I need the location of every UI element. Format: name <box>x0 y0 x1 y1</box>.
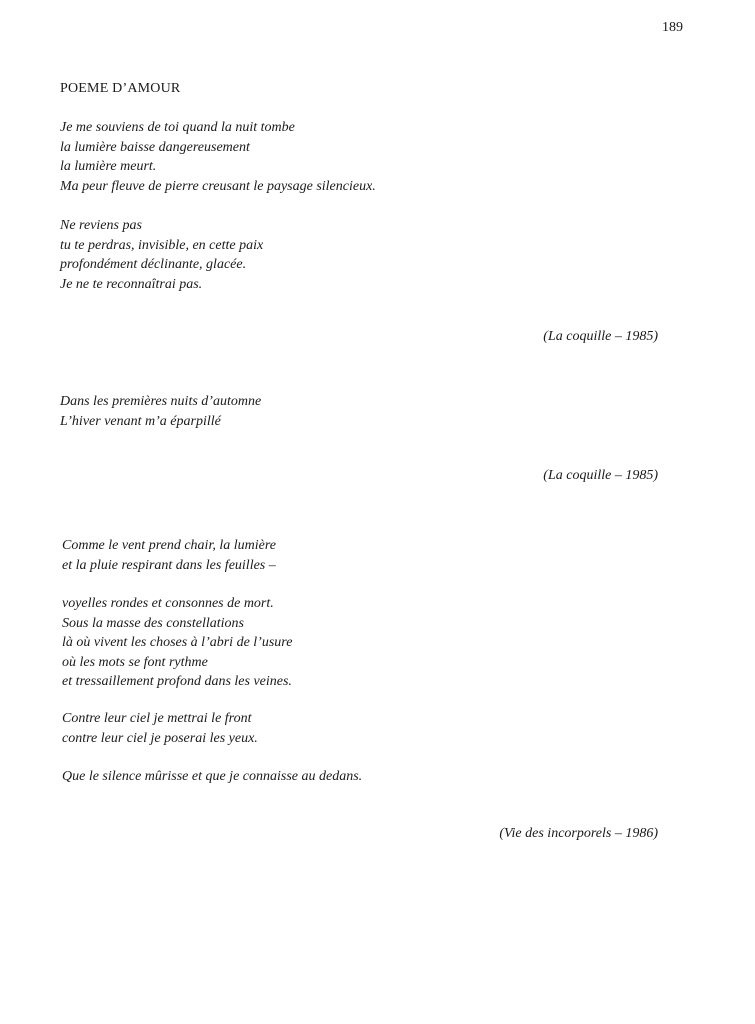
verse-line: voyelles rondes et consonnes de mort. <box>62 596 274 611</box>
verse-line: tu te perdras, invisible, en cette paix <box>60 237 264 253</box>
verse-line: Je me souviens de toi quand la nuit tombe <box>60 120 295 135</box>
verse-line: Ne reviens pas <box>60 218 142 233</box>
verse-line: Sous la masse des constellations <box>62 615 244 631</box>
poem-3-stanza-3 <box>62 709 258 748</box>
poem-3-stanza-1 <box>62 536 276 575</box>
poem-title: POEME D’AMOUR <box>60 81 181 96</box>
poem-1-stanza-1 <box>60 118 376 196</box>
verse-line: Dans les premières nuits d’automne <box>60 394 262 409</box>
verse-line: où les mots se font rythme <box>62 654 208 670</box>
verse-line: Que le silence mûrisse et que je connaisse au dedans. <box>62 769 363 784</box>
poem-3-source: (Vie des incorporels – 1986) <box>499 826 658 841</box>
poem-3-stanza-2 <box>62 594 292 692</box>
verse-line: là où vivent les choses à l’abri de l’usure <box>62 635 293 650</box>
verse-line: et tressaillement profond dans les veines. <box>62 674 292 689</box>
poem-2-stanza-1 <box>60 392 261 431</box>
verse-line: L’hiver venant m’a éparpillé <box>60 413 221 429</box>
verse-line: Comme le vent prend chair, la lumière <box>62 538 276 553</box>
verse-line: Je ne te reconnaîtrai pas. <box>60 276 203 292</box>
verse-line: et la pluie respirant dans les feuilles – <box>62 557 276 573</box>
verse-line: Ma peur fleuve de pierre creusant le paysage silencieux. <box>60 178 376 194</box>
verse-line: la lumière meurt. <box>60 159 157 174</box>
poem-2-source: (La coquille – 1985) <box>543 468 658 483</box>
verse-line: profondément déclinante, glacée. <box>60 257 247 272</box>
poem-1-stanza-2 <box>60 216 263 294</box>
poem-1-source: (La coquille – 1985) <box>543 329 658 344</box>
poem-3-stanza-4 <box>62 767 362 787</box>
verse-line: Contre leur ciel je mettrai le front <box>62 711 252 726</box>
page-number: 189 <box>662 20 683 35</box>
verse-line: la lumière baisse dangereusement <box>60 139 250 155</box>
verse-line: contre leur ciel je poserai les yeux. <box>62 730 258 746</box>
